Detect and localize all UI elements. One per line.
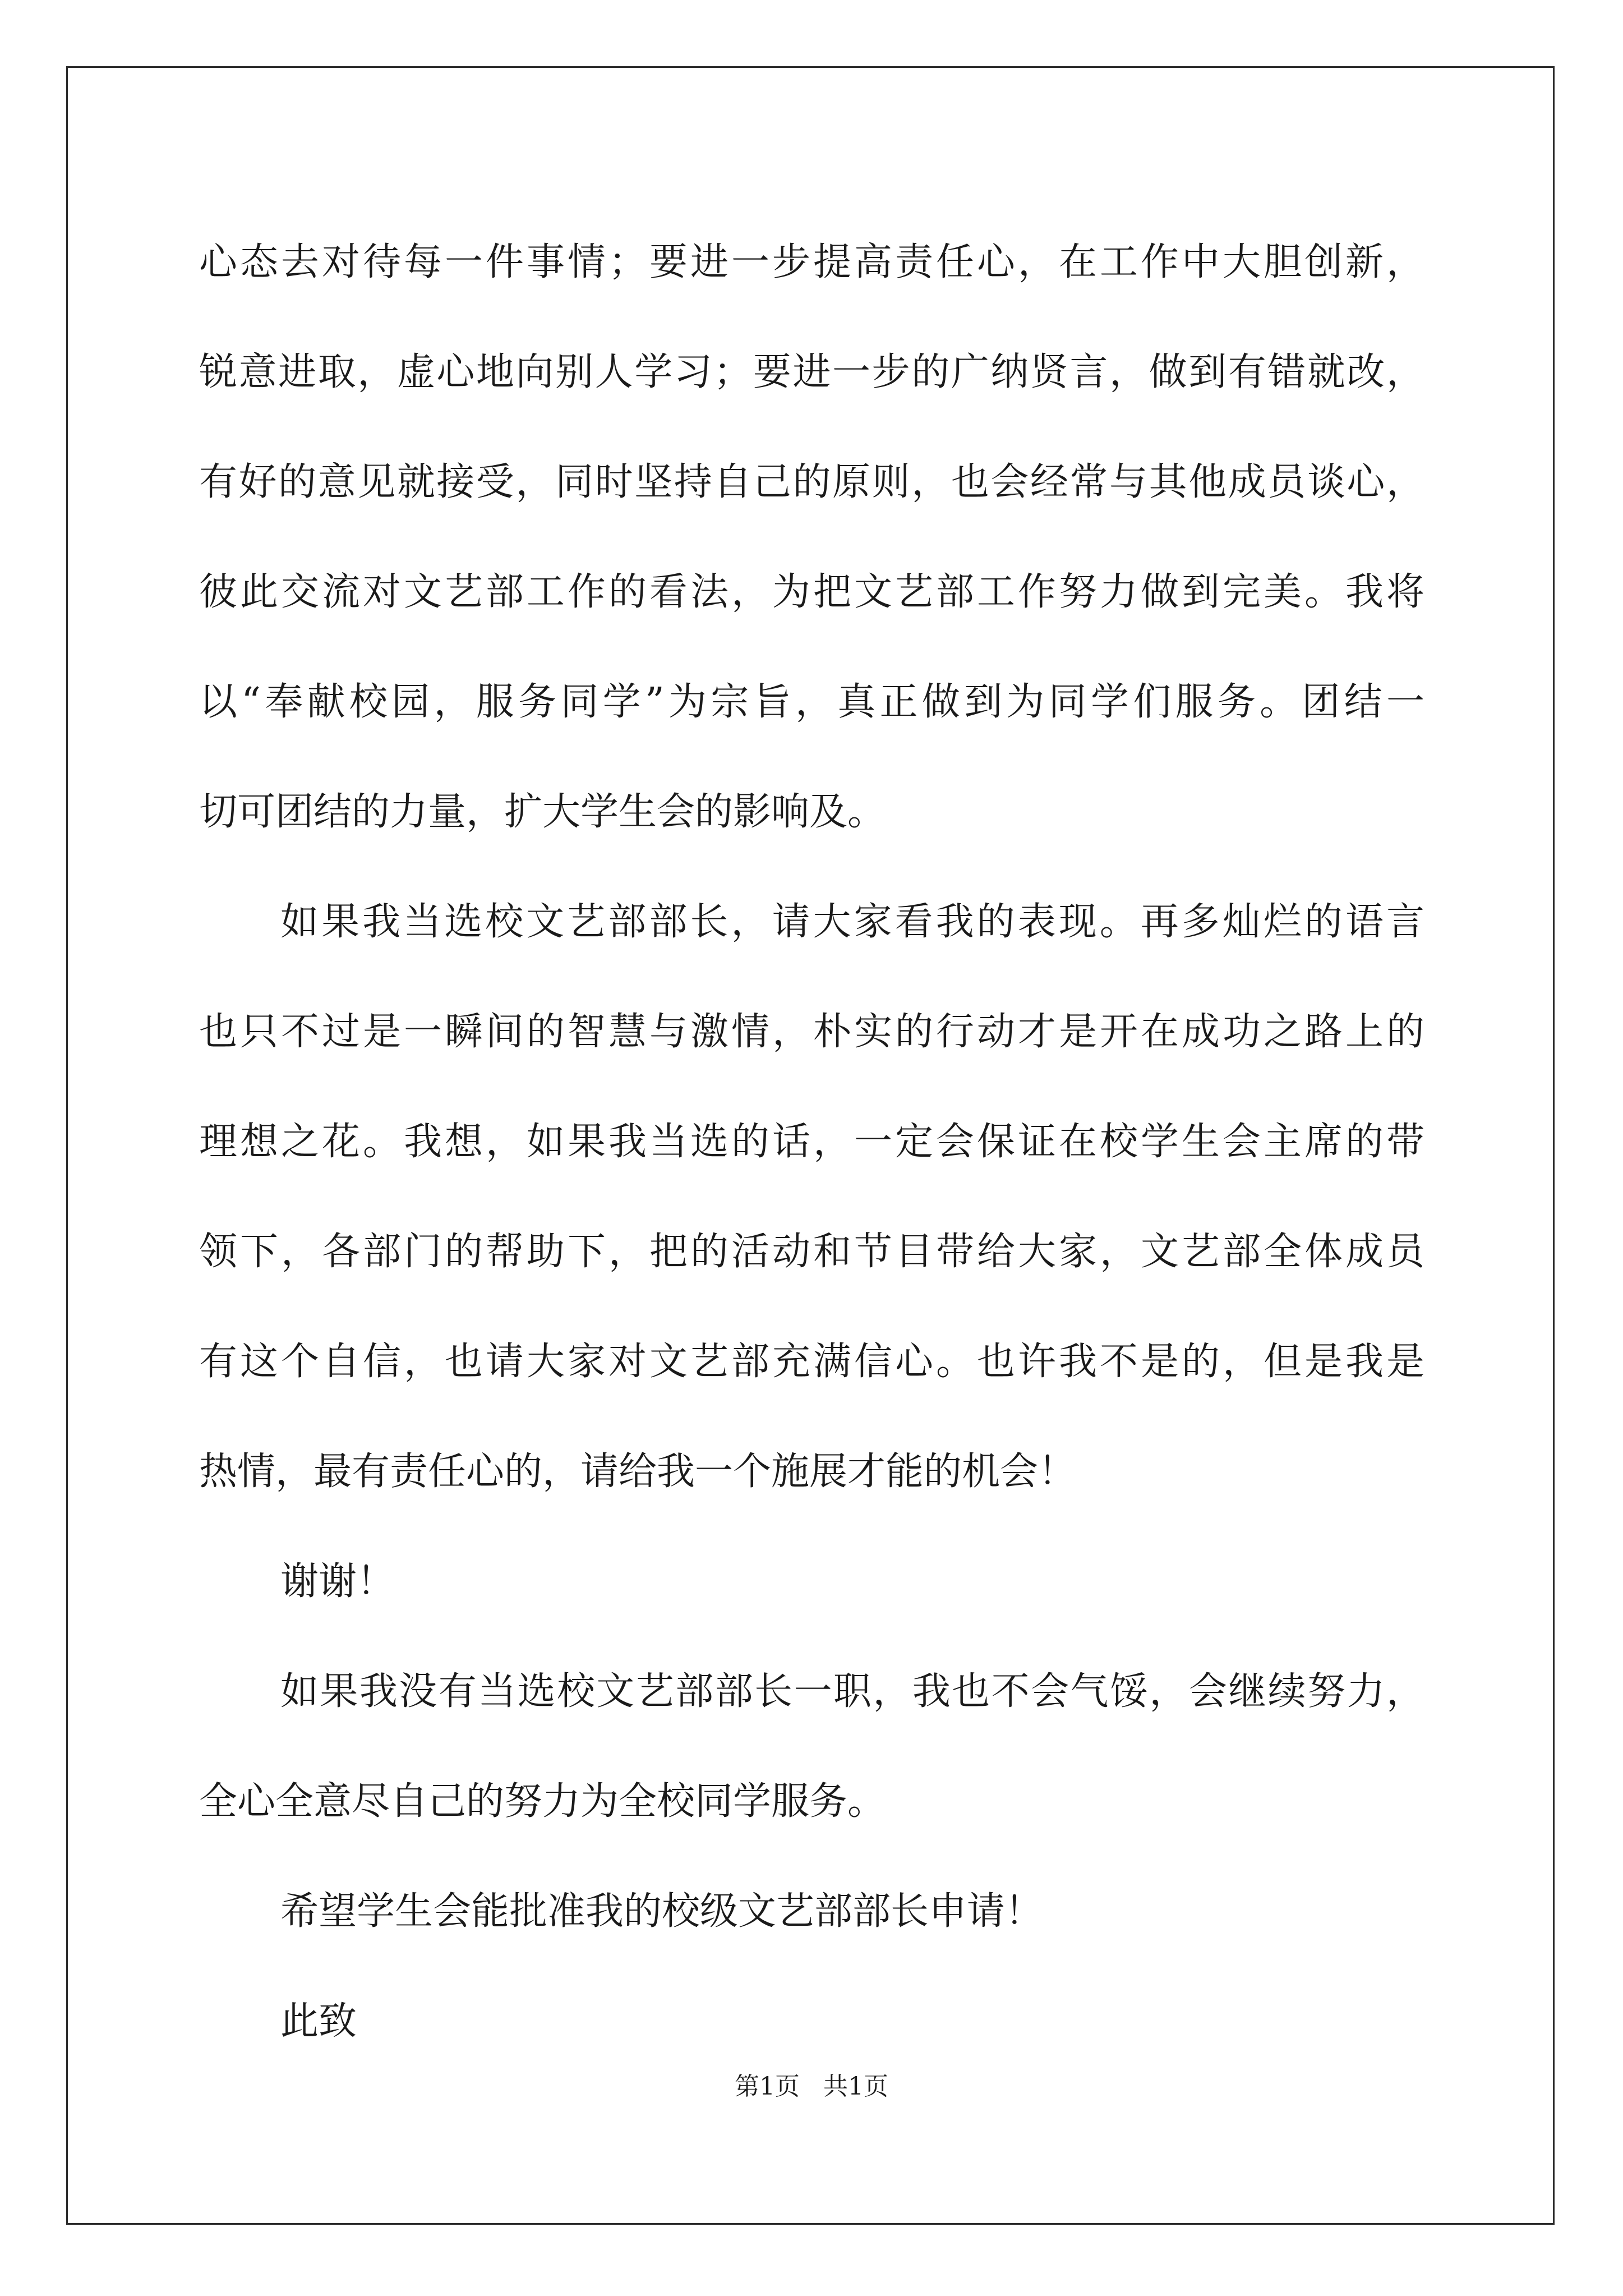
text-line: 以“奉献校园，服务同学”为宗旨，真正做到为同学们服务。团结一 <box>199 680 1424 724</box>
text-line: 热情，最有责任心的，请给我一个施展才能的机会！ <box>199 1450 1077 1494</box>
page-footer <box>0 2070 1623 2104</box>
paragraph-first-line: 此致 <box>280 1999 357 2044</box>
page-total: 共1页 <box>823 2072 888 2101</box>
text-line: 全心全意尽自己的努力为全校同学服务。 <box>199 1779 886 1824</box>
text-line: 领下，各部门的帮助下，把的活动和节目带给大家，文艺部全体成员 <box>199 1230 1424 1274</box>
text-line: 有这个自信，也请大家对文艺部充满信心。也许我不是的，但是我是 <box>199 1340 1424 1384</box>
text-line: 彼此交流对文艺部工作的看法，为把文艺部工作努力做到完美。我将 <box>199 570 1424 614</box>
document-body <box>199 208 1424 2077</box>
paragraph-first-line: 希望学生会能批准我的校级文艺部部长申请！ <box>280 1889 1044 1934</box>
text-line: 理想之花。我想，如果我当选的话，一定会保证在校学生会主席的带 <box>199 1120 1424 1164</box>
text-line: 也只不过是一瞬间的智慧与激情，朴实的行动才是开在成功之路上的 <box>199 1010 1424 1054</box>
text-line: 心态去对待每一件事情；要进一步提高责任心，在工作中大胆创新， <box>199 240 1424 284</box>
paragraph-first-line: 如果我当选校文艺部部长，请大家看我的表现。再多灿烂的语言 <box>280 900 1424 944</box>
paragraph-first-line: 谢谢！ <box>280 1559 395 1604</box>
page-number: 第1页 <box>735 2072 800 2101</box>
text-line: 切可团结的力量，扩大学生会的影响及。 <box>199 790 886 834</box>
text-line: 有好的意见就接受，同时坚持自己的原则，也会经常与其他成员谈心， <box>199 460 1424 504</box>
text-line: 锐意进取，虚心地向别人学习；要进一步的广纳贤言，做到有错就改， <box>199 350 1424 394</box>
paragraph-first-line: 如果我没有当选校文艺部部长一职，我也不会气馁，会继续努力， <box>280 1669 1424 1714</box>
